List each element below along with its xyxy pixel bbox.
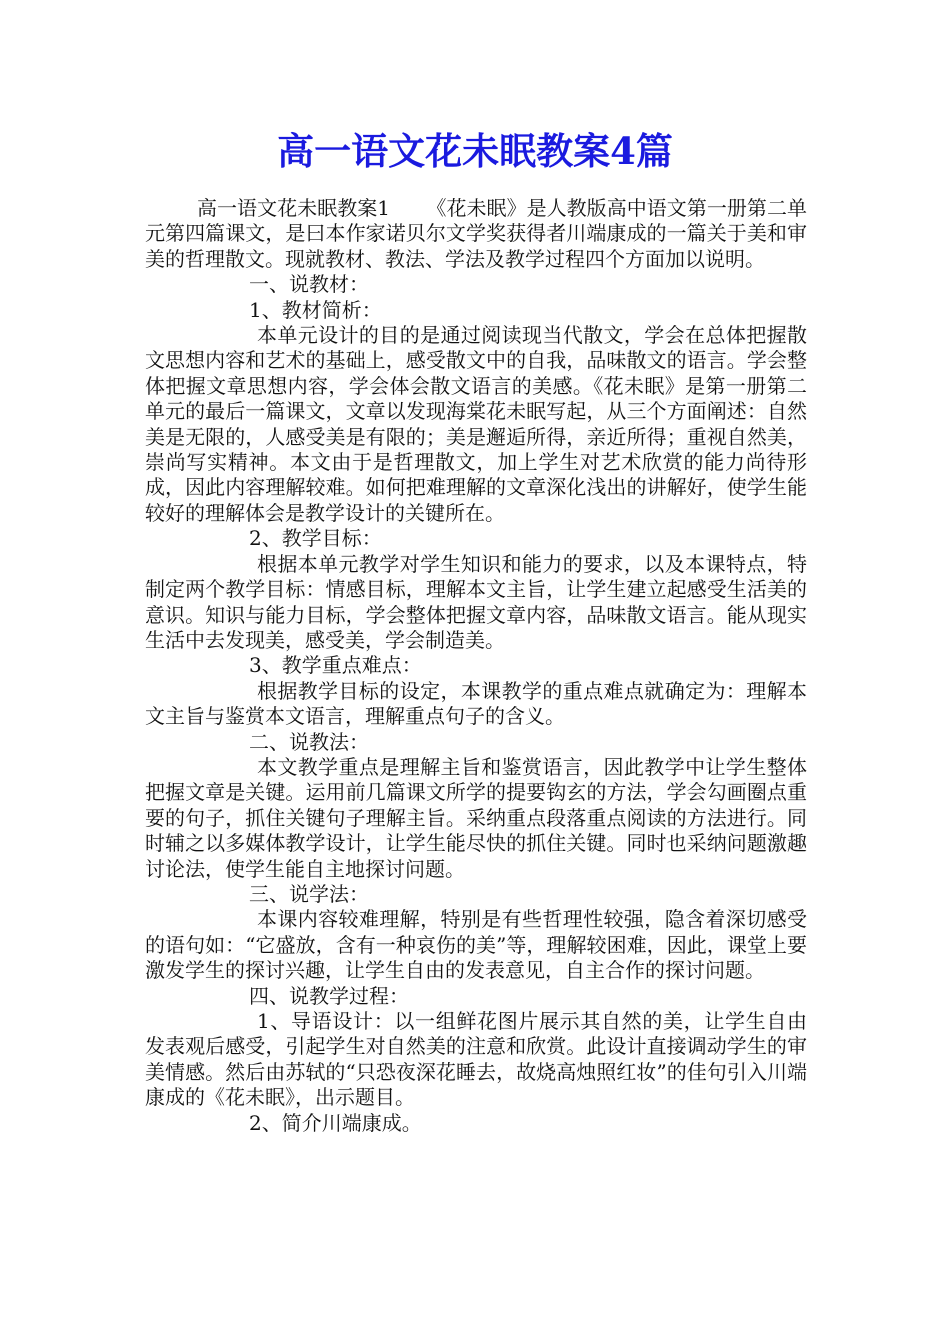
section-heading: 2、简介川端康成。 [249, 1110, 422, 1135]
body-paragraph: 1、导语设计：以一组鲜花图片展示其自然的美，让学生自由发表观后感受，引起学生对自然美的注意和欣赏。此设计直接调动学生的审美情感。然后由苏轼的“只恐夜深花睡去，故烧高烛照红妆”的佳句引入川端康成的《花未眠》，出示题目。 [145, 1009, 807, 1110]
body-paragraph: 根据教学目标的设定，本课教学的重点难点就确定为：理解本文主旨与鉴赏本文语言，理解重点句子的含义。 [145, 678, 807, 729]
section-heading: 3、教学重点难点： [249, 653, 422, 678]
body-paragraph: 根据本单元教学对学生知识和能力的要求，以及本课特点，特制定两个教学目标：情感目标，理解本文主旨，让学生建立起感受生活美的意识。知识与能力目标，学会整体把握文章内容，品味散文语言。能从现实生活中去发现美，感受美，学会制造美。 [145, 551, 807, 652]
section-heading: 二、说教法： [249, 729, 369, 754]
section-heading: 三、说学法： [249, 881, 369, 906]
document-body [145, 196, 807, 1136]
section-heading: 四、说教学过程： [249, 983, 409, 1008]
body-paragraph: 本课内容较难理解，特别是有些哲理性较强，隐含着深切感受的语句如：“它盛放，含有一种哀伤的美”等，理解较困难，因此，课堂上要激发学生的探讨兴趣，让学生自由的发表意见，自主合作的探讨问题。 [145, 907, 807, 983]
section-heading: 1、教材简析： [249, 297, 382, 322]
body-paragraph: 高一语文花未眠教案1 《花未眠》是人教版高中语文第一册第二单元第四篇课文，是曰本作家诺贝尔文学奖获得者川端康成的一篇关于美和审美的哲理散文。现就教材、教法、学法及教学过程四个方面加以说明。 [145, 196, 807, 271]
section-heading: 一、说教材： [249, 272, 369, 297]
section-heading: 2、教学目标： [249, 526, 382, 551]
document-title: 高一语文花未眠教案4篇 [277, 129, 673, 173]
body-paragraph: 本文教学重点是理解主旨和鉴赏语言，因此教学中让学生整体把握文章是关键。运用前几篇课文所学的提要钩玄的方法，学会勾画圈点重要的句子，抓住关键句子理解主旨。采纳重点段落重点阅读的方法进行。同时辅之以多媒体教学设计，让学生能尽快的抓住关键。同时也采纳问题激趣讨论法，使学生能自主地探讨问题。 [145, 754, 807, 881]
body-paragraph: 本单元设计的目的是通过阅读现当代散文，学会在总体把握散文思想内容和艺术的基础上，感受散文中的自我，品味散文的语言。学会整体把握文章思想内容，学会体会散文语言的美感。《花未眠》是第一册第二单元的最后一篇课文，文章以发现海棠花未眠写起，从三个方面阐述：自然美是无限的，人感受美是有限的；美是邂逅所得，亲近所得；重视自然美，崇尚写实精神。本文由于是哲理散文，加上学生对艺术欣赏的能力尚待形成，因此内容理解较难。如何把难理解的文章深化浅出的讲解好，使学生能较好的理解体会是教学设计的关键所在。 [145, 323, 807, 525]
